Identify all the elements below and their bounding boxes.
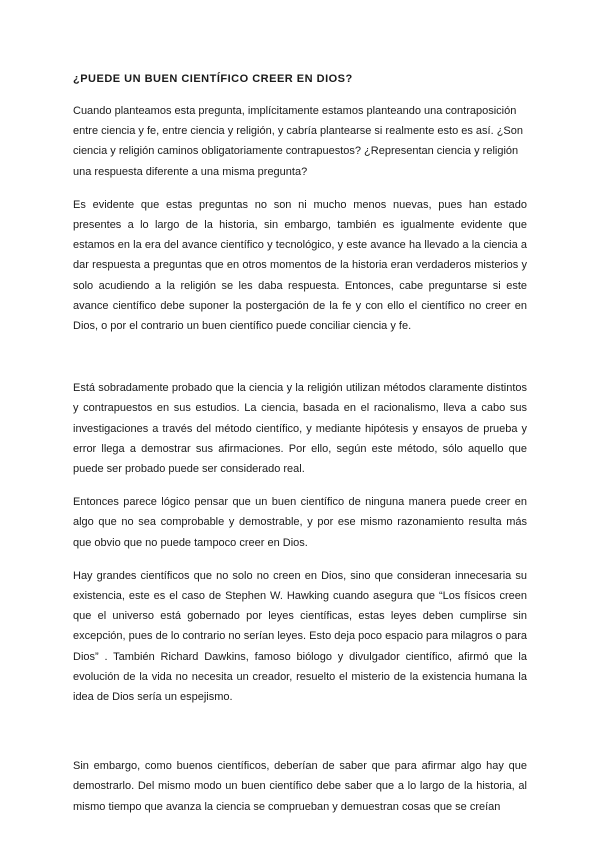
- paragraph-5: Hay grandes científicos que no solo no creen en Dios, sino que consideran innecesaria su existencia, este es el caso de Stephen W. Hawking cuando asegura que “Los físicos creen que el universo está gobernado por leyes científicas, estas leyes deben cumplirse sin excepción, pues de lo contrario no serían leyes. Esto deja poco espacio para milagros o para Dios” . También Richard Dawkins, famoso biólogo y divulgador científico, afirmó que la evolución de la vida no necesita un creador, resuelto el misterio de la existencia humana la idea de Dios sería un espejismo.: [73, 569, 527, 704]
- paragraph-2: Es evidente que estas preguntas no son ni mucho menos nuevas, pues han estado presentes a lo largo de la historia, sin embargo, también es igualmente evidente que estamos en la era del avance científico y tecnológico, y este avance ha llevado a la ciencia a dar respuesta a preguntas que en otros momentos de la historia eran verdaderos misterios y solo acudiendo a la religión se les daba respuesta. Entonces, cabe preguntarse si este avance científico debe suponer la postergación de la fe y con ello el científico no creer en Dios, o por el contrario un buen científico puede conciliar ciencia y fe.: [73, 198, 527, 333]
- document-title: ¿PUEDE UN BUEN CIENTÍFICO CREER EN DIOS?: [73, 73, 353, 85]
- paragraph-3: Está sobradamente probado que la ciencia y la religión utilizan métodos claramente distintos y contrapuestos en sus estudios. La ciencia, basada en el racionalismo, lleva a cabo sus investigaciones a través del método científico, y mediante hipótesis y ensayos de prueba y error llega a demostrar sus afirmaciones. Por ello, según este método, sólo aquello que puede ser probado puede ser considerado real.: [73, 382, 527, 476]
- paragraph-6: Sin embargo, como buenos científicos, deberían de saber que para afirmar algo hay que demostrarlo. Del mismo modo un buen científico debe saber que a lo largo de la historia, al mismo tiempo que avanza la ciencia se comprueban y demuestran cosas que se creían: [73, 760, 527, 813]
- paragraph-4: Entonces parece lógico pensar que un buen científico de ninguna manera puede creer en algo que no sea comprobable y demostrable, y por ese mismo razonamiento resulta más que obvio que no puede tampoco creer en Dios.: [73, 496, 527, 549]
- document-body: [73, 68, 527, 830]
- spacer: [73, 720, 527, 756]
- spacer: [73, 349, 527, 378]
- paragraph-1: Cuando planteamos esta pregunta, implícitamente estamos planteando una contraposición entre ciencia y fe, entre ciencia y religión, y cabría plantearse si realmente esto es así. ¿Son ciencia y religión caminos obligatoriamente contrapuestos? ¿Representan ciencia y religión una respuesta diferente a una misma pregunta?: [73, 105, 524, 178]
